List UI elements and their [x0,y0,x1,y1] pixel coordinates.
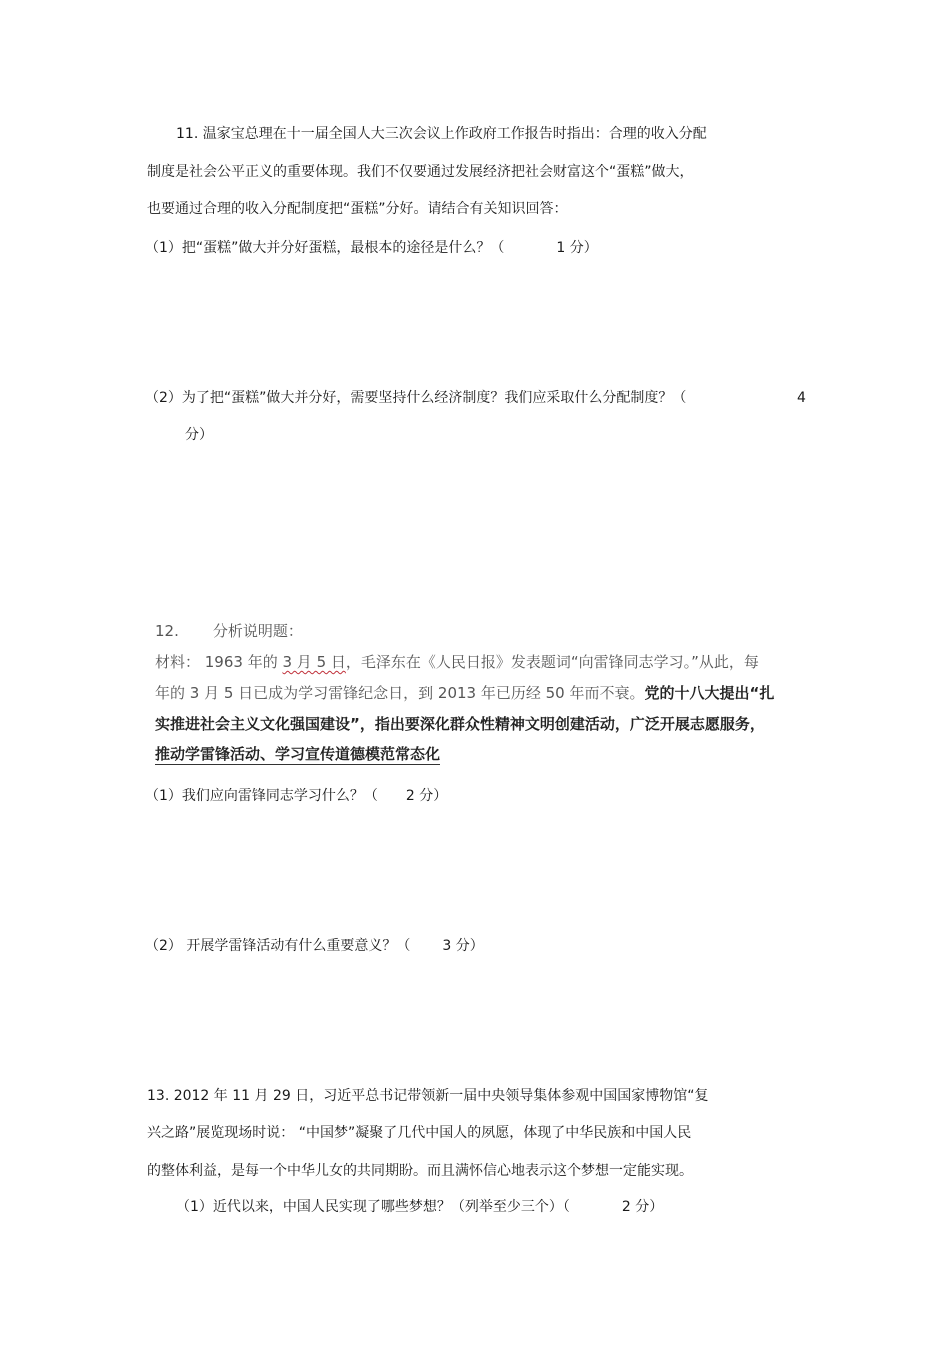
q12-material-1a: 材料： 1963 年的 [155,653,283,671]
q12-sub-2 [145,937,484,955]
q11-line-3: 也要通过合理的收入分配制度把“蛋糕”分好。请结合有关知识回答： [147,201,568,217]
q12-sub-2-score: 3 分） [442,938,484,954]
q13-sub-1-text: （1）近代以来，中国人民实现了哪些梦想？（列举至少三个）（ [176,1199,570,1215]
q11-sub-1-text: （1）把“蛋糕”做大并分好蛋糕，最根本的途径是什么？（ [145,240,505,256]
q12-sub-1 [145,787,447,805]
q13-line-1: 13. 2012 年 11 月 29 日，习近平总书记带领新一届中央领导集体参观中国国家博物馆“复 [147,1088,709,1104]
q11-line-1: 11. 温家宝总理在十一届全国人大三次会议上作政府工作报告时指出：合理的收入分配 [176,126,707,142]
q12-material-date: 3 月 5 日 [282,653,346,671]
q13-line-3: 的整体利益，是每一个中华儿女的共同期盼。而且满怀信心地表示这个梦想一定能实现。 [147,1163,693,1179]
q11-sub-1 [145,239,598,257]
q12-sub-1-text: （1）我们应向雷锋同志学习什么？（ [145,788,378,804]
q12-material-line-4: 推动学雷锋活动、学习宣传道德模范常态化 [155,745,441,763]
q11-sub-1-score: 1 分） [556,240,598,256]
q12-material-line-3: 实推进社会主义文化强国建设”，指出要深化群众性精神文明创建活动，广泛开展志愿服务， [155,715,765,733]
q12-material-line-2 [155,684,774,703]
q11-sub-2-score-unit: 分） [185,427,213,443]
q12-material-2b: 党的十八大提出“扎 [644,684,775,702]
q12-material-2a: 年的 3 月 5 日已成为学习雷锋纪念日，到 2013 年已历经 50 年而不衰。 [155,684,645,702]
q12-sub-2-text: （2） 开展学雷锋活动有什么重要意义？（ [145,938,411,954]
q12-material-1b: ，毛泽东在《人民日报》发表题词“向雷锋同志学习。”从此，每 [345,653,759,671]
q12-header [155,622,303,640]
q13-line-2: 兴之路”展览现场时说： “中国梦”凝聚了几代中国人的夙愿，体现了中华民族和中国人民 [147,1125,692,1141]
q12-material-line-4-wrap [155,745,440,763]
q11-sub-2-score-num: 4 [797,390,806,406]
q13-sub-1 [176,1198,663,1216]
q12-sub-1-score: 2 分） [405,788,448,804]
q11-line-2: 制度是社会公平正义的重要体现。我们不仅要通过发展经济把社会财富这个“蛋糕”做大， [147,164,694,180]
q13-sub-1-score: 2 分） [621,1199,664,1215]
q12-heading: 分析说明题： [212,622,303,640]
q11-sub-2-text: （2）为了把“蛋糕”做大并分好，需要坚持什么经济制度？我们应采取什么分配制度？（ [145,390,687,406]
q12-number: 12. [155,622,179,640]
q12-material-line-1 [155,653,759,671]
